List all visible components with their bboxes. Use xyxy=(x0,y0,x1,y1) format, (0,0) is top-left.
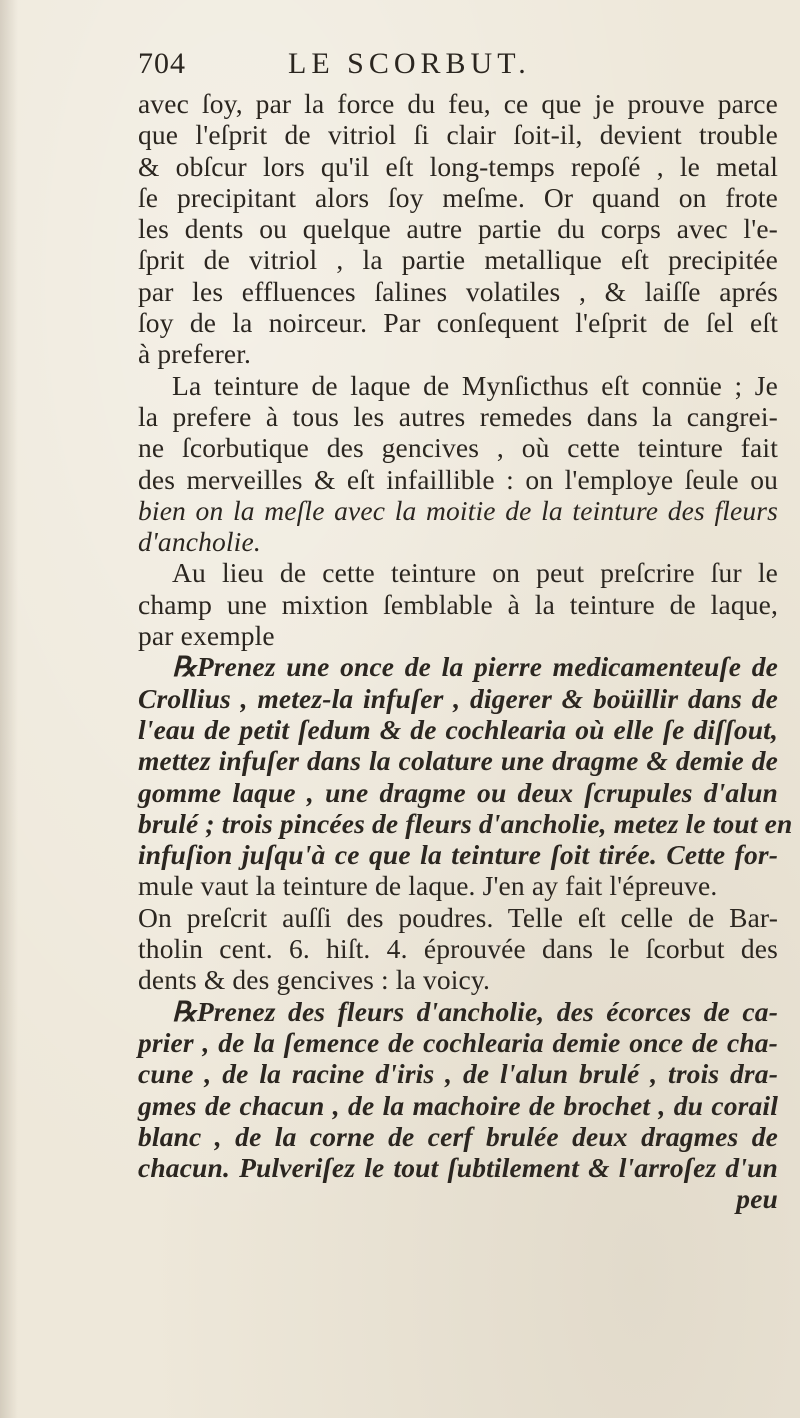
text-line: les dents ou quelque autre partie du corps avec l'e- xyxy=(138,213,778,245)
text-line: dents & des gencives : la voicy. xyxy=(138,964,491,996)
recipe-start-line xyxy=(138,996,778,1027)
text-line: tholin cent. 6. hiſt. 4. éprouvée dans le ſcorbut des xyxy=(138,933,778,965)
recipe-line: infuſion juſqu'à ce que la teinture ſoit tirée. Cette for- xyxy=(138,839,778,871)
text-line: à preferer. xyxy=(138,338,252,370)
recipe-line: gmes de chacun , de la machoire de brochet , du corail xyxy=(138,1089,778,1121)
running-title: LE SCORBUT. xyxy=(288,47,531,80)
text-line: d'ancholie. xyxy=(138,526,261,558)
page-number: 704 xyxy=(138,47,186,80)
text-line: ſoy de la noirceur. Par conſequent l'eſprit de ſel eſt xyxy=(138,307,778,339)
paragraph-start-line: Au lieu de cette teinture on peut preſcrire ſur le xyxy=(172,557,778,589)
recipe-line: Crollius , metez-la infuſer , digerer & boüillir dans de xyxy=(138,682,778,714)
text-line: des merveilles & eſt infaillible : on l'employe ſeule ou xyxy=(138,463,778,495)
text-line: par les effluences ſalines volatiles , & laiſſe aprés xyxy=(138,275,778,307)
recipe-text: Prenez une once de la pierre medicamenteuſe de xyxy=(196,651,778,683)
recipe-symbol: ℞ xyxy=(172,651,197,683)
text-line: & obſcur lors qu'il eſt long-temps repoſé , le metal xyxy=(138,150,778,182)
text-line: avec ſoy, par la force du feu, ce que je prouve parce xyxy=(138,88,778,119)
text-line: la prefere à tous les autres remedes dans la cangrei- xyxy=(138,400,778,432)
recipe-line: prier , de la ſemence de cochlearia demie once de cha- xyxy=(138,1026,778,1058)
text-line: ſe precipitant alors ſoy meſme. Or quand on frote xyxy=(138,181,778,213)
text-line: ſprit de vitriol , la partie metallique eſt precipitée xyxy=(138,244,778,276)
text-line: mule vaut la teinture de laque. J'en ay fait l'épreuve. xyxy=(138,870,718,902)
catchword: peu xyxy=(736,1183,778,1215)
text-line: par exemple xyxy=(138,620,275,652)
recipe-line: l'eau de petit ſedum & de cochlearia où elle ſe diſſout, xyxy=(138,713,778,745)
recipe-line: gomme laque , une dragme ou deux ſcrupules d'alun xyxy=(138,776,778,808)
text-line: On preſcrit auſſi des poudres. Telle eſt celle de Bar- xyxy=(138,901,778,933)
text-line: champ une mixtion ſemblable à la teinture de laque, xyxy=(138,588,778,620)
recipe-line: brulé ; trois pincées de fleurs d'ancholie, metez le tout en xyxy=(138,807,793,839)
recipe-start-line xyxy=(138,651,778,682)
text-line: que l'eſprit de vitriol ſi clair ſoit-il, devient trouble xyxy=(138,119,778,151)
page-text-block xyxy=(138,47,793,1215)
recipe-line: blanc , de la corne de cerf brulée deux dragmes de xyxy=(138,1120,778,1152)
paragraph-start-line: La teinture de laque de Mynſicthus eſt connüe ; Je xyxy=(172,369,778,401)
recipe-line: chacun. Pulveriſez le tout ſubtilement & l'arroſez d'un xyxy=(138,1152,778,1184)
recipe-line: cune , de la racine d'iris , de l'alun brulé , trois dra- xyxy=(138,1058,778,1090)
recipe-line: mettez infuſer dans la colature une dragme & demie de xyxy=(138,745,778,777)
recipe-text: Prenez des fleurs d'ancholie, des écorces de ca- xyxy=(196,995,778,1027)
text-line: ne ſcorbutique des gencives , où cette teinture fait xyxy=(138,432,778,464)
text-line: bien on la meſle avec la moitie de la teinture des fleurs xyxy=(138,494,778,526)
recipe-symbol: ℞ xyxy=(172,995,197,1027)
page-header xyxy=(138,48,778,88)
